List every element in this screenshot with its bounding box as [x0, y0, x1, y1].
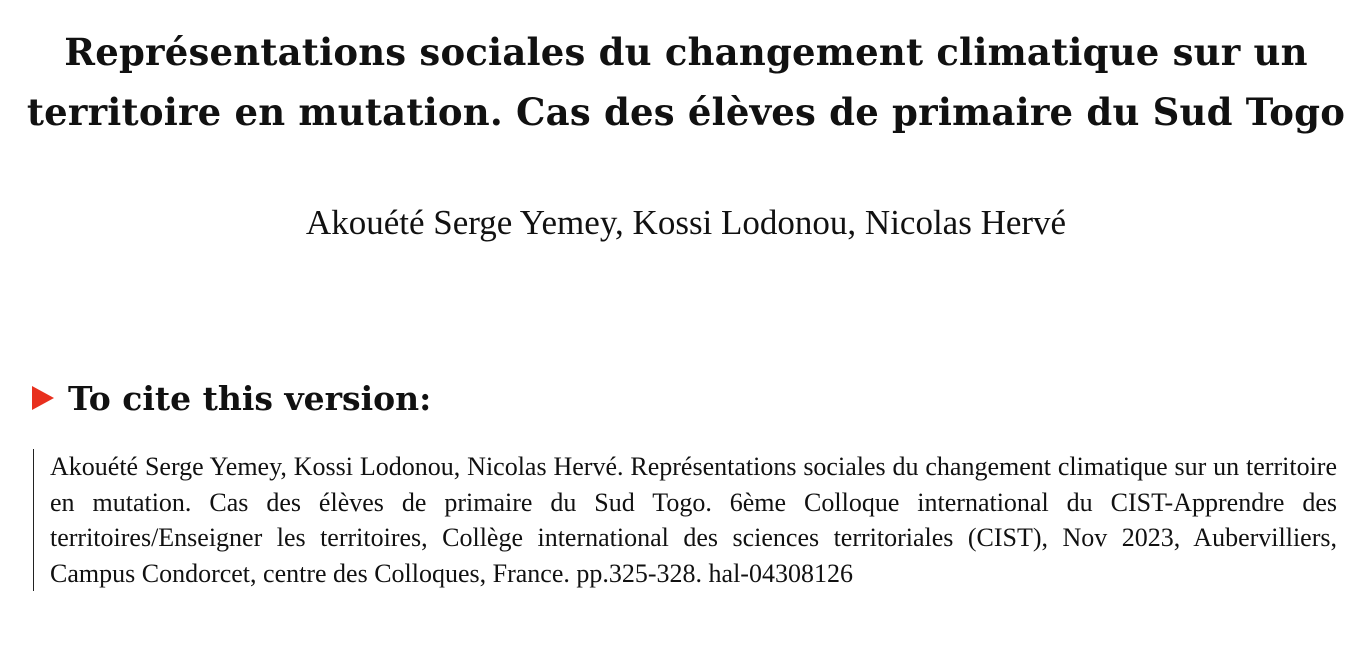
document-authors: Akouété Serge Yemey, Kossi Lodonou, Nicolas Hervé [305, 203, 1067, 242]
cite-section-heading [32, 372, 431, 424]
citation-text: Akouété Serge Yemey, Kossi Lodonou, Nicolas Hervé. Représentations sociales du changement climatique sur un territoire en mutation. Cas des élèves de primaire du Sud Togo. 6ème Colloque international du CIST-Apprendre des territoires/Enseigner les territoires, Collège international des sciences territoriales (CIST), Nov 2023, Aubervilliers, Campus Condorcet, centre des Colloques, France. pp.325-328. hal-04308126 [33, 449, 1337, 591]
document-title: Représentations sociales du changement climatique sur un territoire en mutation. Cas des élèves de primaire du Sud Togo [26, 30, 1346, 134]
triangle-right-icon [32, 386, 54, 410]
cite-heading-label: To cite this version: [68, 378, 432, 418]
